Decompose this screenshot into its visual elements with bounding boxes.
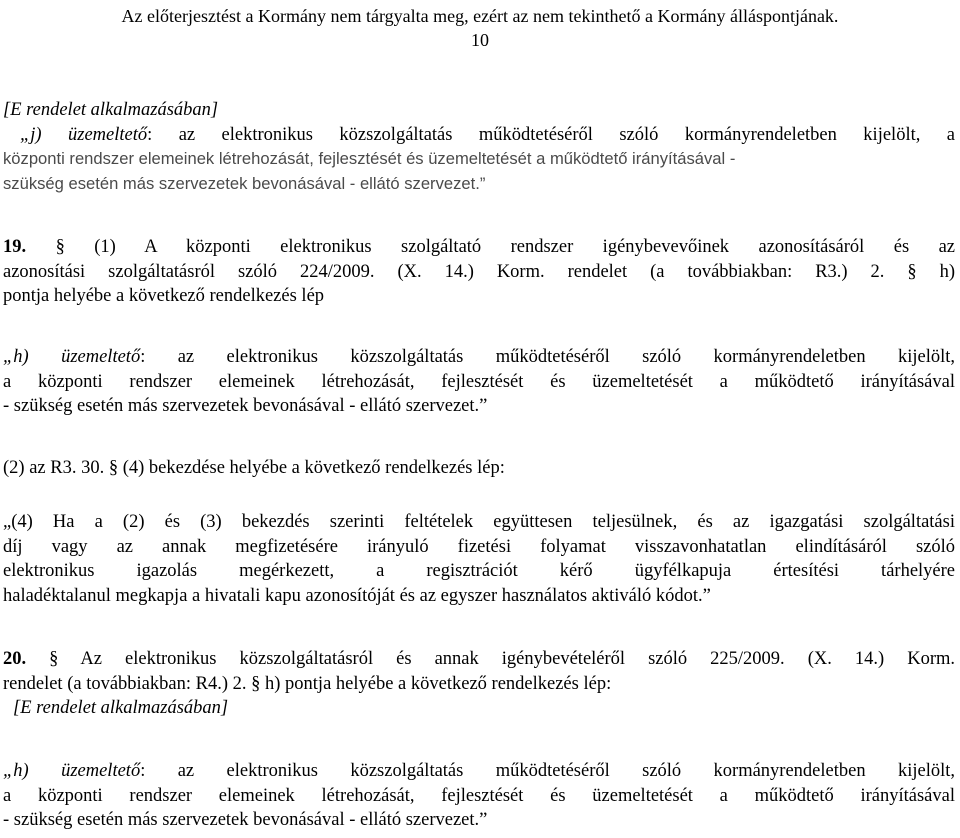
quote-h2-text-1: : az elektronikus közszolgáltatás működtetéséről szóló kormányrendeletben kijelölt, bbox=[140, 761, 956, 781]
bracket-title: [E rendelet alkalmazásában] bbox=[3, 100, 219, 120]
open-quote: „ bbox=[3, 761, 14, 781]
quote-h2-line-3: - szükség esetén más szervezetek bevonásával - ellátó szervezet.” bbox=[3, 810, 488, 830]
paragraph-2 bbox=[3, 456, 955, 481]
quote-h2-line-1 bbox=[3, 759, 955, 784]
section-19 bbox=[3, 235, 955, 309]
section-20-line-1 bbox=[3, 647, 955, 672]
definition-j-line-1 bbox=[20, 123, 955, 148]
quote-4-line-1: „(4) Ha a (2) és (3) bekezdés szerinti feltételek együttesen teljesülnek, és az igazgatási szolgáltatási bbox=[3, 512, 955, 532]
term-j-uzemelteto: j) üzemeltető bbox=[30, 124, 148, 145]
definition-j-line-3: szükség esetén más szervezetek bevonásával - ellátó szervezet.” bbox=[3, 173, 486, 193]
section-20-text-1: § Az elektronikus közszolgáltatásról és annak igénybevételéről szóló 225/2009. (X. 14.) Korm. bbox=[49, 649, 956, 669]
definition-h-quote-2 bbox=[3, 759, 955, 833]
quote-4-line-2: díj vagy az annak megfizetésére irányuló fizetési folyamat visszavonhatatlan elindításáról szóló bbox=[3, 536, 955, 557]
page-number: 10 bbox=[471, 30, 489, 50]
section-19-line-3: pontja helyébe a következő rendelkezés lép bbox=[3, 286, 325, 306]
bracket-title-2: [E rendelet alkalmazásában] bbox=[13, 698, 229, 718]
section-19-number: 19. bbox=[3, 237, 27, 257]
section-19-line-2: azonosítási szolgáltatásról szóló 224/2009. (X. 14.) Korm. rendelet (a továbbiakban: R3.) 2. § h) bbox=[3, 261, 955, 282]
definition-j-text: : az elektronikus közszolgáltatás működtetéséről szóló kormányrendeletben kijelölt, a bbox=[147, 124, 955, 145]
section-19-text-1: § (1) A központi elektronikus szolgáltató rendszer igénybevevőinek azonosításáról és az bbox=[55, 237, 955, 257]
definition-h-quote-1 bbox=[3, 345, 955, 419]
header-notice: Az előterjesztést a Kormány nem tárgyalta meg, ezért az nem tekinthető a Kormány álláspontjának. bbox=[121, 6, 839, 26]
section-20-number: 20. bbox=[3, 649, 27, 669]
quote-4-line-4: haladéktalanul megkapja a hivatali kapu azonosítóját és az egyszer használatos aktiváló kódot.” bbox=[3, 585, 711, 606]
term-h-uzemelteto: h) üzemeltető bbox=[13, 761, 141, 781]
section-19-line-1 bbox=[3, 235, 955, 260]
section-20 bbox=[3, 647, 955, 721]
open-quote: „ bbox=[20, 124, 31, 145]
quote-4-line-3: elektronikus igazolás megérkezett, a regisztrációt kérő ügyfélkapuja értesítési tárhelyére bbox=[3, 561, 955, 581]
quote-h1-line-2: a központi rendszer elemeinek létrehozását, fejlesztését és üzemeltetését a működtető irányításával bbox=[3, 371, 955, 392]
quote-h2-line-2: a központi rendszer elemeinek létrehozását, fejlesztését és üzemeltetését a működtető irányításával bbox=[3, 785, 955, 806]
paragraph-2-text: (2) az R3. 30. § (4) bekezdése helyébe a következő rendelkezés lép: bbox=[3, 458, 505, 478]
open-quote: „ bbox=[3, 347, 14, 367]
definition-j-line-2: központi rendszer elemeinek létrehozását, fejlesztését és üzemeltetését a működtető irányításával - bbox=[3, 149, 736, 168]
quote-h1-line-3: - szükség esetén más szervezetek bevonásával - ellátó szervezet.” bbox=[3, 396, 488, 416]
quote-h1-text-1: : az elektronikus közszolgáltatás működtetéséről szóló kormányrendeletben kijelölt, bbox=[140, 347, 956, 367]
page-header bbox=[0, 4, 960, 52]
term-h-uzemelteto: h) üzemeltető bbox=[13, 347, 141, 367]
quote-paragraph-4 bbox=[3, 510, 955, 608]
definition-j-block bbox=[3, 98, 955, 196]
section-20-line-2: rendelet (a továbbiakban: R4.) 2. § h) pontja helyébe a következő rendelkezés lép: bbox=[3, 673, 612, 694]
quote-h1-line-1 bbox=[3, 345, 955, 370]
